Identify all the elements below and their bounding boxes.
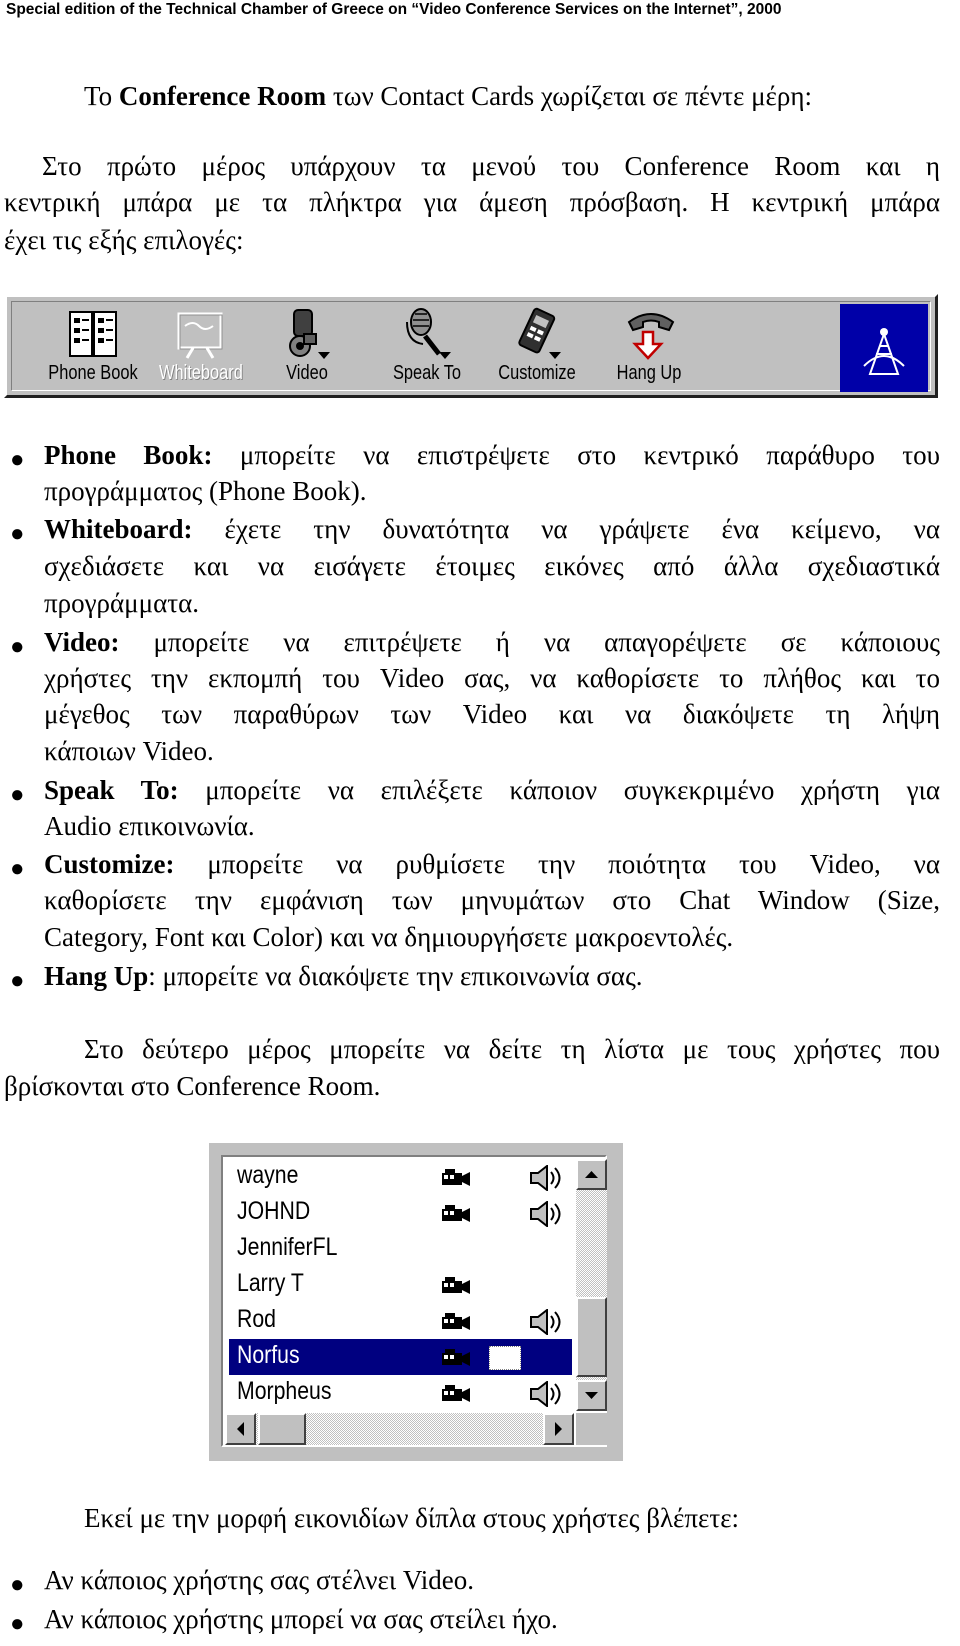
user-row[interactable] — [229, 1231, 572, 1267]
intro-bold: Conference Room — [118, 81, 327, 111]
horizontal-scroll-thumb[interactable] — [258, 1413, 306, 1445]
feature-line — [44, 772, 940, 808]
user-name: wayne — [237, 1161, 299, 1189]
paragraph-1-line-1: Στο πρώτο μέρος υπάρχουν τα μενού του Conference Room και η — [42, 151, 940, 181]
user-row[interactable] — [229, 1303, 572, 1339]
bullet-icon: ● — [10, 521, 25, 547]
bullet-icon: ● — [10, 447, 25, 473]
page-header — [0, 0, 960, 22]
paragraph-2-line-1: Στο δεύτερο μέρος μπορείτε να δείτε τη λίστα με τους χρήστες που — [84, 1034, 940, 1064]
feature-text: μπορείτε να ρυθμίσετε την ποιότητα του Video, να — [174, 849, 940, 879]
speaker-icon — [529, 1201, 563, 1232]
user-row[interactable] — [229, 1339, 572, 1375]
feature-text: έχετε την δυνατότητα να γράψετε ένα κείμενο, να — [192, 514, 940, 544]
speak-to-button[interactable] — [372, 304, 482, 392]
phone-book-button[interactable] — [34, 304, 152, 392]
video-camera-icon — [441, 1348, 475, 1373]
paragraph-1-line-2: κεντρική μπάρα με τα πλήκτρα για άμεση πρόσβαση. Η κεντρική μπάρα — [4, 187, 940, 217]
feature-line — [44, 511, 940, 547]
intro-post: των Contact Cards χωρίζεται σε πέντε μέρη: — [326, 81, 812, 111]
feature-term: Speak To: — [44, 775, 179, 805]
paragraph-2-line-2: βρίσκονται στο Conference Room. — [4, 1071, 381, 1101]
user-row[interactable] — [229, 1375, 572, 1411]
bullet-icon: ● — [10, 968, 25, 994]
feature-term: Customize: — [44, 849, 175, 879]
bullet-icon: ● — [10, 1572, 25, 1598]
feature-line: χρήστες την εκπομπή του Video σας, να καθορίσετε το πλήθος και το — [44, 663, 940, 693]
legend-audio-text: Αν κάποιος χρήστης μπορεί να σας στείλει ήχο. — [44, 1604, 558, 1634]
hang-up-label: Hang Up — [616, 362, 682, 384]
feature-line: προγράμματος (Phone Book). — [44, 476, 367, 506]
scroll-down-button[interactable] — [576, 1380, 607, 1411]
whiteboard-label: Whiteboard — [159, 362, 243, 384]
bullet-icon: ● — [10, 1611, 25, 1637]
user-name: Morpheus — [237, 1377, 332, 1405]
feature-text: : μπορείτε να διακόψετε την επικοινωνία σας. — [148, 961, 643, 991]
speaker-icon — [529, 1165, 563, 1196]
arrow-right-icon — [545, 1415, 572, 1443]
hang-up-button[interactable] — [596, 304, 702, 392]
customize-label: Customize — [498, 362, 576, 384]
bullet-icon: ● — [10, 856, 25, 882]
vertical-scrollbar[interactable] — [576, 1159, 607, 1411]
paragraph-3: Εκεί με την μορφή εικονιδίων δίπλα στους χρήστες βλέπετε: — [84, 1503, 740, 1533]
user-name: Rod — [237, 1305, 276, 1333]
feature-line — [44, 624, 940, 660]
feature-term: Whiteboard: — [44, 514, 193, 544]
scrollbar-corner — [576, 1413, 607, 1445]
feature-line: Audio επικοινωνία. — [44, 811, 255, 841]
focus-box — [489, 1346, 521, 1370]
video-camera-icon — [441, 1276, 475, 1301]
speaker-icon — [529, 1309, 563, 1340]
horizontal-scrollbar[interactable] — [225, 1413, 574, 1445]
feature-term: Phone Book: — [44, 440, 213, 470]
user-name: Larry T — [237, 1269, 304, 1297]
feature-line: προγράμματα. — [44, 588, 199, 618]
scroll-up-button[interactable] — [576, 1159, 607, 1190]
feature-line: Category, Font και Color) και να δημιουργήσετε μακροεντολές. — [44, 922, 734, 952]
conference-toolbar — [4, 294, 938, 398]
user-list-box[interactable] — [221, 1155, 607, 1447]
speaker-icon — [529, 1381, 563, 1412]
video-button[interactable] — [262, 304, 352, 392]
user-row[interactable] — [229, 1267, 572, 1303]
hang-up-phone-icon — [621, 306, 677, 367]
feature-text: μπορείτε να επιστρέψετε στο κεντρικό παράθυρο του — [212, 440, 941, 470]
user-row[interactable] — [229, 1159, 572, 1195]
microphone-icon — [399, 306, 455, 367]
bullet-icon: ● — [10, 782, 25, 808]
user-name: JenniferFL — [237, 1233, 338, 1261]
feature-text: μπορείτε να επιτρέψετε ή να απαγορέψετε σε κάποιους — [119, 627, 940, 657]
intro-pre: Το — [84, 81, 119, 111]
bullet-icon: ● — [10, 634, 25, 660]
video-camera-icon — [280, 306, 334, 367]
video-camera-icon — [441, 1168, 475, 1193]
feature-term: Hang Up — [44, 961, 149, 991]
feature-term: Video: — [44, 627, 120, 657]
feature-text: μπορείτε να επιλέξετε κάποιον συγκεκριμένο χρήστη για — [178, 775, 940, 805]
feature-line — [44, 958, 643, 994]
legend-video-text: Αν κάποιος χρήστης σας στέλνει Video. — [44, 1565, 474, 1595]
video-camera-icon — [441, 1204, 475, 1229]
scroll-left-button[interactable] — [225, 1413, 256, 1445]
video-label: Video — [286, 362, 328, 384]
customize-button[interactable] — [482, 304, 592, 392]
intro-paragraph — [84, 78, 812, 114]
video-camera-icon — [441, 1384, 475, 1409]
feature-line: μέγεθος των παραθύρων των Video και να διακόψετε τη λήψη — [44, 699, 940, 729]
whiteboard-button[interactable] — [150, 304, 250, 392]
arrow-up-icon — [578, 1161, 605, 1188]
feature-line — [44, 846, 940, 882]
speak-to-label: Speak To — [392, 362, 462, 384]
user-name: JOHND — [237, 1197, 311, 1225]
vertical-scroll-thumb[interactable] — [576, 1297, 607, 1377]
video-camera-icon — [441, 1312, 475, 1337]
phone-book-label: Phone Book — [48, 362, 138, 384]
feature-line: καθορίσετε την εμφάνιση των μηνυμάτων στο Chat Window (Size, — [44, 885, 940, 915]
phone-book-icon — [66, 306, 120, 365]
feature-line: σχεδιάσετε και να εισάγετε έτοιμες εικόνες από άλλα σχεδιαστικά — [44, 551, 940, 581]
conference-user-list — [209, 1143, 623, 1461]
customize-icon — [509, 306, 565, 367]
logo-icon — [840, 304, 928, 392]
user-name: Norfus — [237, 1341, 300, 1369]
header-text: Special edition of the Technical Chamber of Greece on “Video Conference Services on the Internet”, 2000 — [6, 1, 782, 18]
arrow-left-icon — [227, 1415, 254, 1443]
scroll-right-button[interactable] — [543, 1413, 574, 1445]
feature-line — [44, 437, 940, 473]
arrow-down-icon — [578, 1382, 605, 1409]
whiteboard-icon — [173, 306, 227, 365]
user-row[interactable] — [229, 1195, 572, 1231]
feature-line: κάποιων Video. — [44, 736, 214, 766]
paragraph-1-line-3: έχει τις εξής επιλογές: — [4, 225, 244, 255]
